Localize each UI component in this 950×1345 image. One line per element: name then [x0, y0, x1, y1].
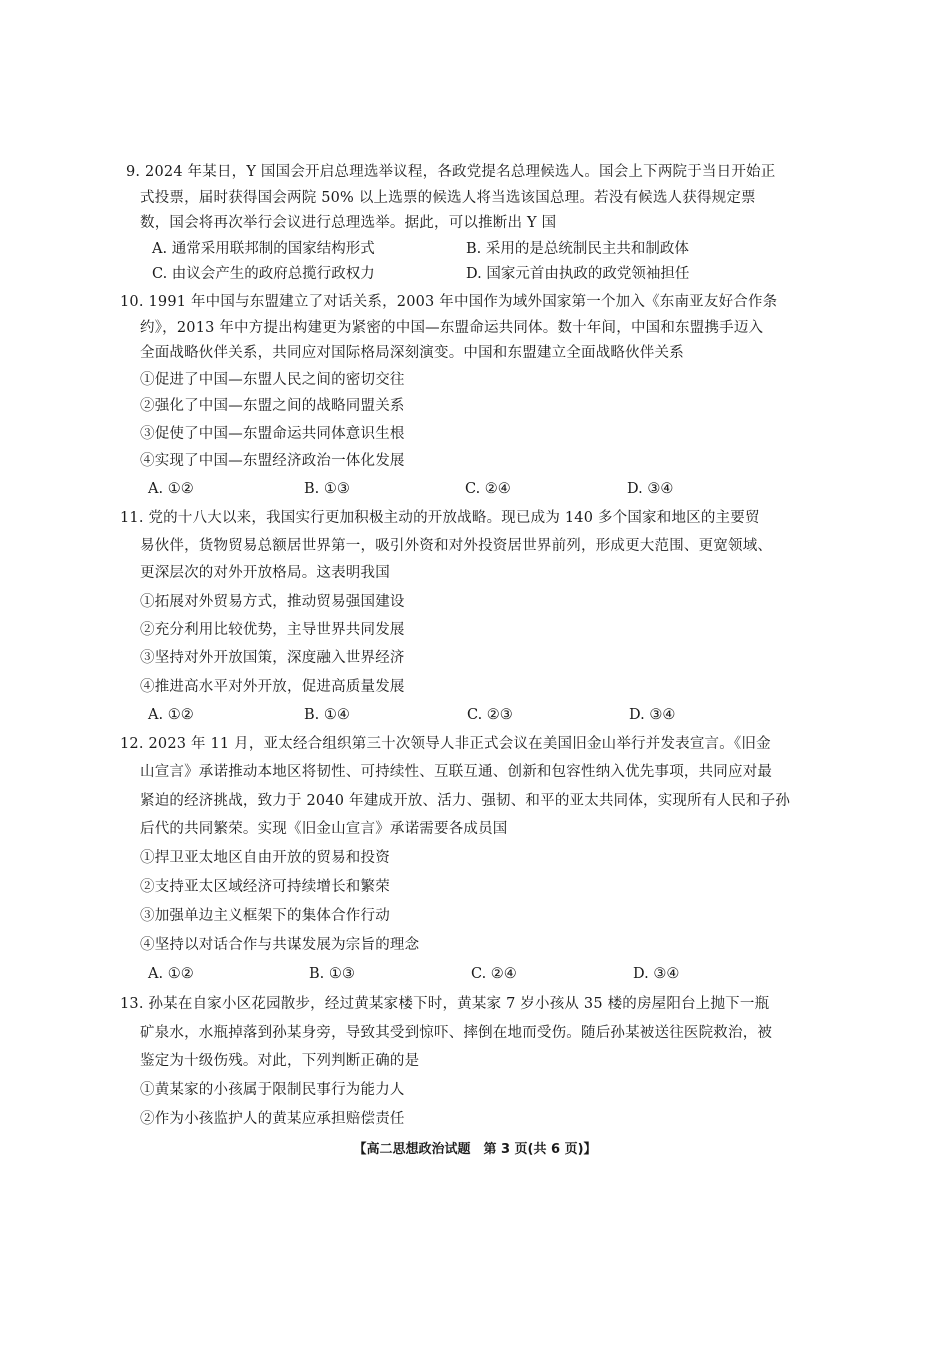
question-11-option-b: B. ①④	[304, 707, 350, 723]
question-10-statement-3: ③促使了中国—东盟命运共同体意识生根	[140, 426, 405, 442]
question-9-line-3: 数，国会将再次举行会议进行总理选举。据此，可以推断出 Y 国	[140, 215, 557, 231]
question-13-line-3: 鉴定为十级伤残。对此，下列判断正确的是	[140, 1053, 420, 1069]
question-11-line-1: 11. 党的十八大以来，我国实行更加积极主动的开放战略。现已成为 140 多个国家和地区的主要贸	[120, 510, 760, 526]
question-12-line-3: 紧迫的经济挑战，致力于 2040 年建成开放、活力、强韧、和平的亚太共同体，实现所有人民和子孙	[140, 793, 791, 809]
question-10-statement-1: ①促进了中国—东盟人民之间的密切交往	[140, 372, 405, 388]
question-10-option-a: A. ①②	[148, 481, 194, 497]
question-12-line-1: 12. 2023 年 11 月，亚太经合组织第三十次领导人非正式会议在美国旧金山举行并发表宣言。《旧金	[120, 736, 771, 752]
question-9-line-2: 式投票，届时获得国会两院 50% 以上选票的候选人将当选该国总理。若没有候选人获得规定票	[140, 190, 756, 206]
question-9-option-d: D. 国家元首由执政的政党领袖担任	[466, 266, 690, 282]
question-12-statement-2: ②支持亚太区域经济可持续增长和繁荣	[140, 879, 390, 895]
question-9-option-b: B. 采用的是总统制民主共和制政体	[466, 241, 689, 257]
question-13-line-1: 13. 孙某在自家小区花园散步，经过黄某家楼下时，黄某家 7 岁小孩从 35 楼的房屋阳台上抛下一瓶	[120, 996, 770, 1012]
question-12-line-4: 后代的共同繁荣。实现《旧金山宣言》承诺需要各成员国	[140, 821, 508, 837]
question-12-option-a: A. ①②	[148, 966, 194, 982]
question-10-option-c: C. ②④	[465, 481, 511, 497]
question-12-option-d: D. ③④	[633, 966, 680, 982]
question-11-option-d: D. ③④	[629, 707, 676, 723]
question-11-statement-3: ③坚持对外开放国策，深度融入世界经济	[140, 650, 405, 666]
question-10-line-2: 约》，2013 年中方提出构建更为紧密的中国—东盟命运共同体。数十年间，中国和东盟携手迈入	[140, 320, 764, 336]
question-9-option-c: C. 由议会产生的政府总揽行政权力	[152, 266, 375, 282]
question-10-option-d: D. ③④	[627, 481, 674, 497]
question-10-statement-4: ④实现了中国—东盟经济政治一体化发展	[140, 453, 405, 469]
question-12-option-b: B. ①③	[309, 966, 355, 982]
question-10-statement-2: ②强化了中国—东盟之间的战略同盟关系	[140, 398, 405, 414]
question-13-line-2: 矿泉水，水瓶掉落到孙某身旁，导致其受到惊吓、摔倒在地而受伤。随后孙某被送往医院救治，被	[140, 1025, 773, 1041]
question-12-option-c: C. ②④	[471, 966, 517, 982]
question-12-statement-3: ③加强单边主义框架下的集体合作行动	[140, 908, 390, 924]
question-13-statement-2: ②作为小孩监护人的黄某应承担赔偿责任	[140, 1111, 405, 1127]
question-11-statement-2: ②充分利用比较优势，主导世界共同发展	[140, 622, 405, 638]
question-11-option-a: A. ①②	[148, 707, 194, 723]
question-10-option-b: B. ①③	[304, 481, 350, 497]
question-11-line-3: 更深层次的对外开放格局。这表明我国	[140, 565, 390, 581]
question-11-line-2: 易伙伴，货物贸易总额居世界第一，吸引外资和对外投资居世界前列，形成更大范围、更宽领域、	[140, 538, 773, 554]
question-11-option-c: C. ②③	[467, 707, 513, 723]
question-9-option-a: A. 通常采用联邦制的国家结构形式	[152, 241, 375, 257]
page-footer: 【高二思想政治试题 第 3 页(共 6 页)】	[353, 1142, 597, 1157]
question-11-statement-1: ①拓展对外贸易方式，推动贸易强国建设	[140, 594, 405, 610]
question-10-line-3: 全面战略伙伴关系，共同应对国际格局深刻演变。中国和东盟建立全面战略伙伴关系	[140, 345, 684, 361]
question-11-statement-4: ④推进高水平对外开放，促进高质量发展	[140, 679, 405, 695]
question-12-statement-1: ①捍卫亚太地区自由开放的贸易和投资	[140, 850, 390, 866]
question-13-statement-1: ①黄某家的小孩属于限制民事行为能力人	[140, 1082, 405, 1098]
question-10-line-1: 10. 1991 年中国与东盟建立了对话关系，2003 年中国作为域外国家第一个加入《东南亚友好合作条	[120, 294, 778, 310]
question-12-statement-4: ④坚持以对话合作与共谋发展为宗旨的理念	[140, 937, 420, 953]
question-12-line-2: 山宣言》承诺推动本地区将韧性、可持续性、互联互通、创新和包容性纳入优先事项，共同应对最	[140, 764, 773, 780]
question-9-line-1: 9. 2024 年某日，Y 国国会开启总理选举议程，各政党提名总理候选人。国会上下两院于当日开始正	[126, 164, 776, 180]
